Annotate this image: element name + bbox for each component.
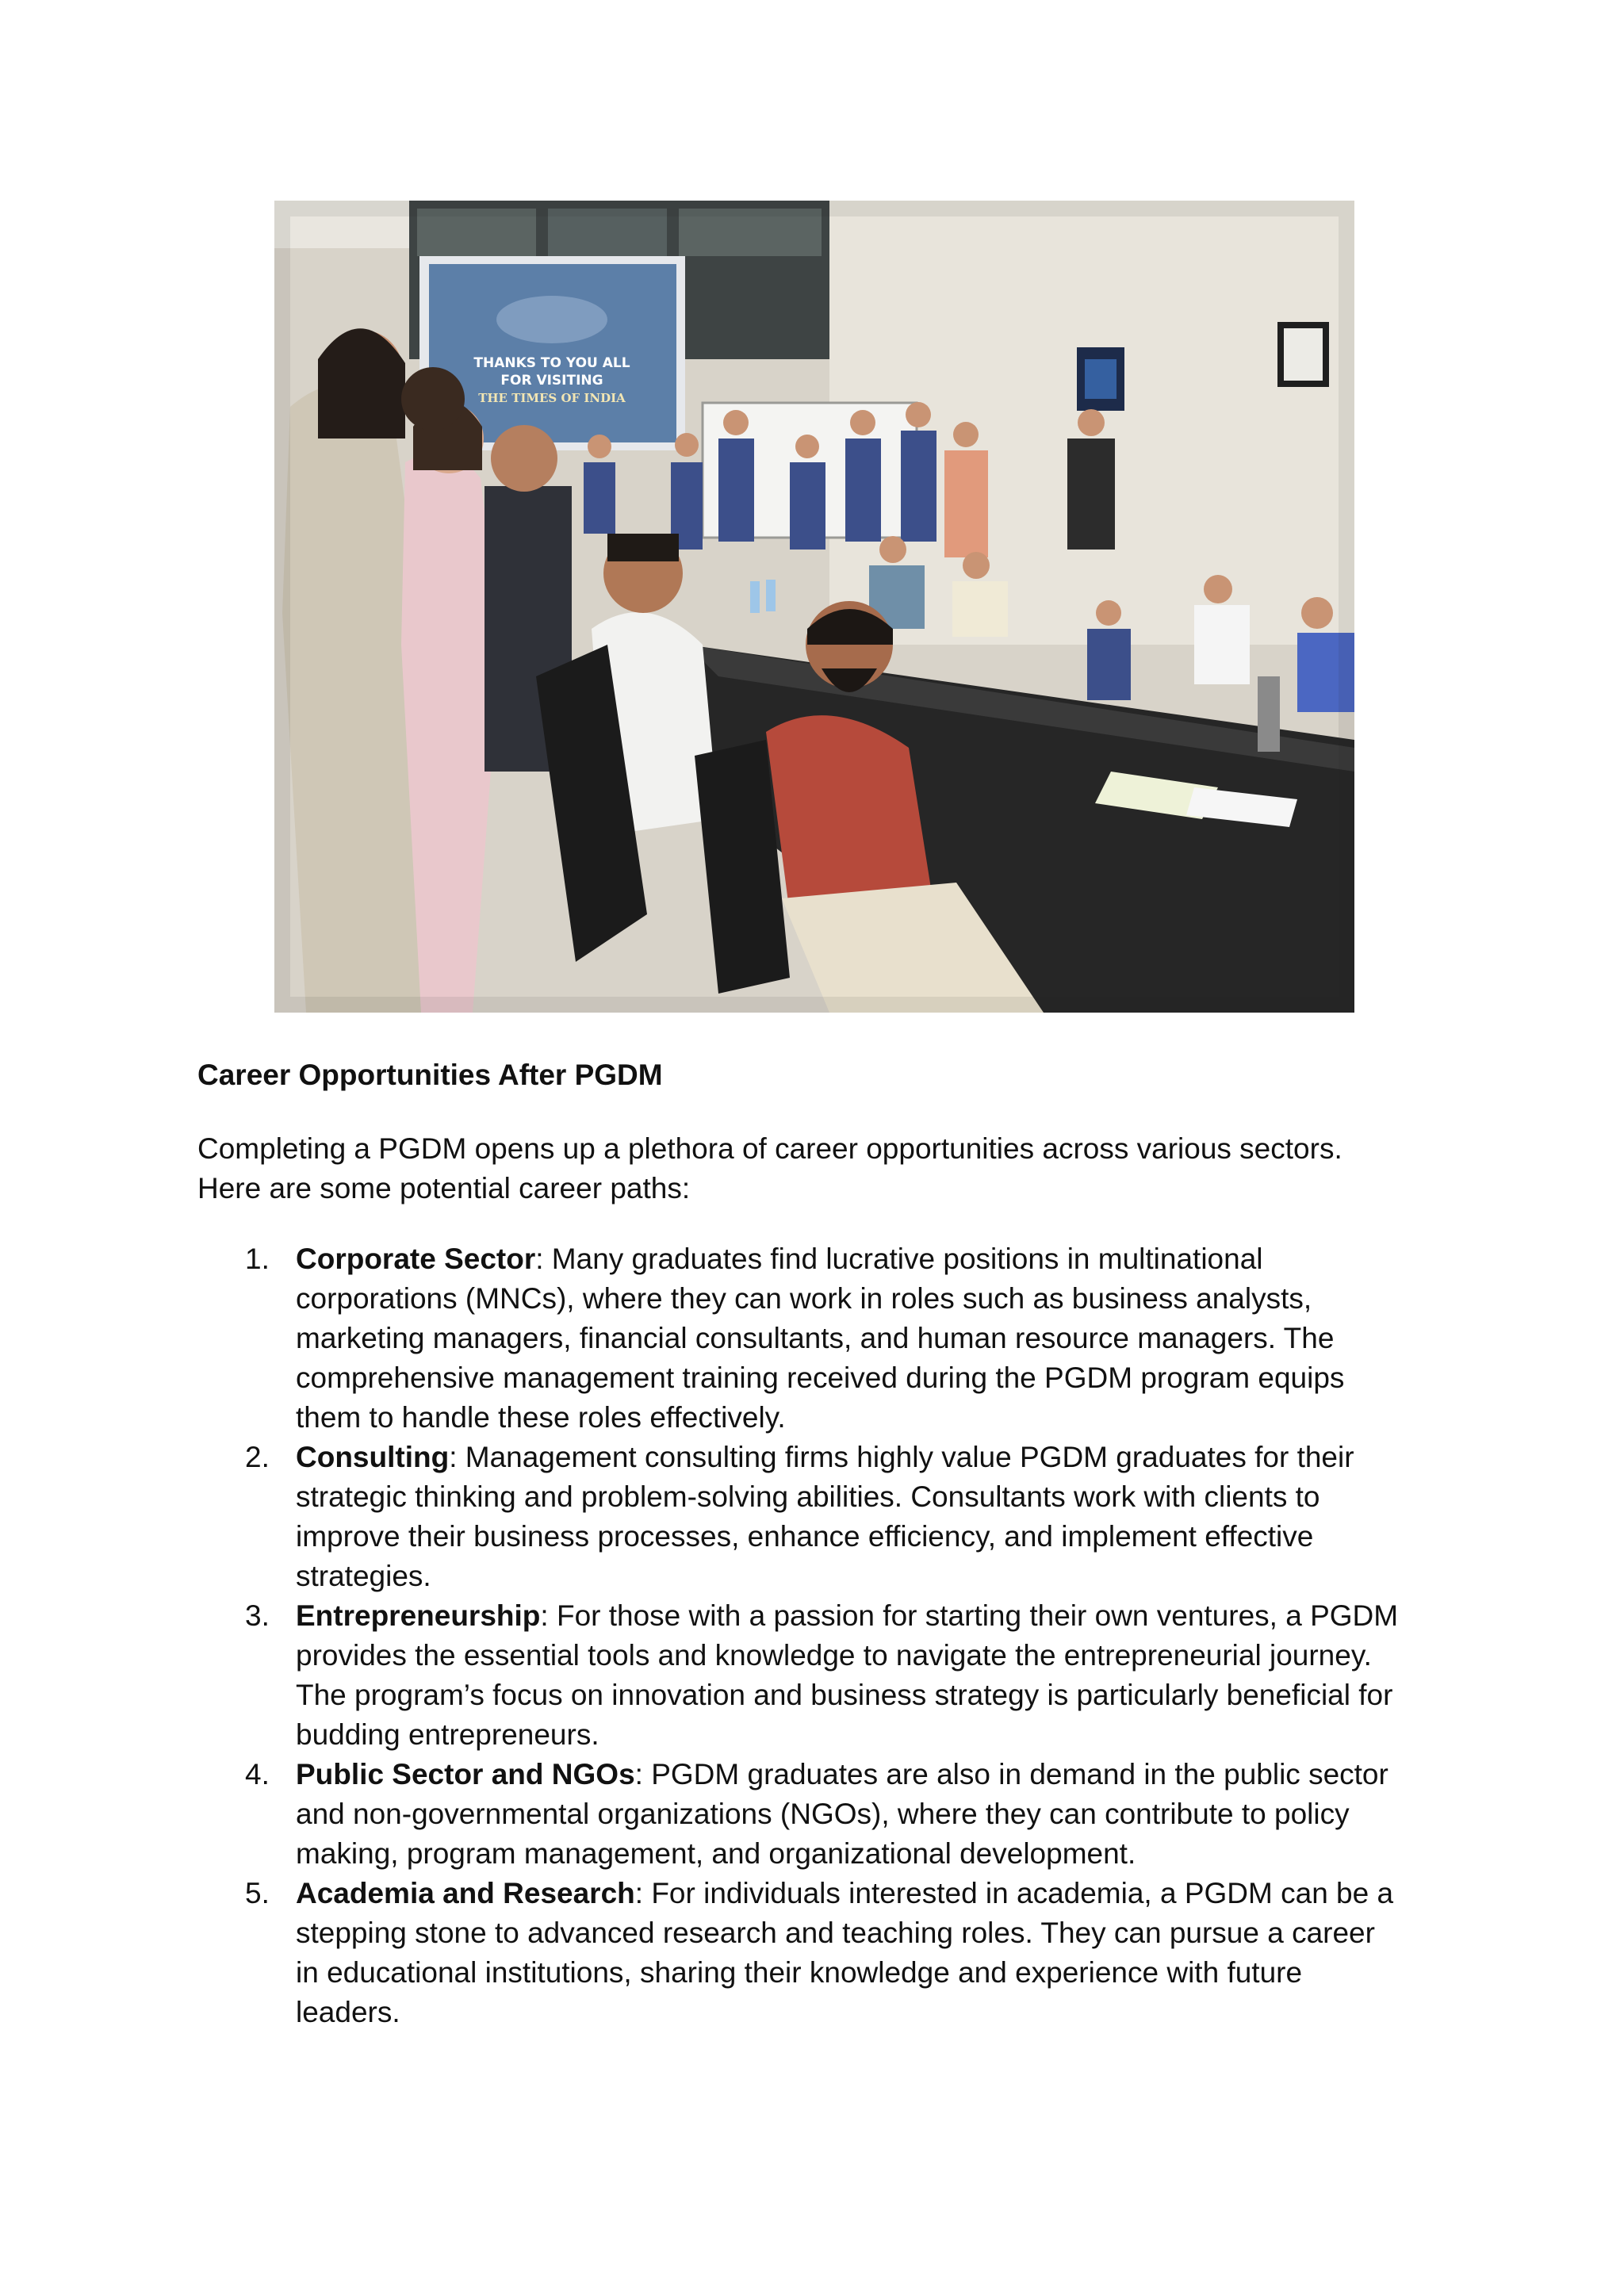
intro-line: Here are some potential career paths:	[197, 1172, 691, 1204]
section-heading: Career Opportunities After PGDM	[197, 1059, 663, 1091]
career-item-first-line	[296, 1438, 1438, 1477]
career-line: The program’s focus on innovation and business strategy is particularly beneficial for	[296, 1679, 1393, 1711]
career-item-text	[296, 1239, 1438, 1438]
screen-line-1: THANKS TO YOU ALL	[473, 355, 630, 371]
list-number: 5.	[245, 1877, 270, 1909]
career-item-academia	[0, 1874, 1624, 2032]
career-line: comprehensive management training received during the PGDM program equips	[296, 1361, 1345, 1394]
career-line: corporations (MNCs), where they can work in roles such as business analysts,	[296, 1282, 1312, 1315]
career-line: in educational institutions, sharing their knowledge and experience with future	[296, 1956, 1303, 1989]
screen-line-2: FOR VISITING	[500, 373, 603, 389]
career-item-text	[296, 1438, 1438, 1596]
career-line: budding entrepreneurs.	[296, 1718, 599, 1751]
list-number: 2.	[245, 1441, 270, 1473]
list-number: 4.	[245, 1758, 270, 1790]
career-item-entrepreneurship	[0, 1596, 1624, 1755]
career-line: and non-governmental organizations (NGOs), where they can contribute to policy	[296, 1798, 1350, 1830]
career-line: leaders.	[296, 1996, 400, 2028]
list-number: 1.	[245, 1243, 270, 1275]
career-item-text	[296, 1755, 1438, 1874]
career-item-corporate-sector	[0, 1239, 1624, 1438]
intro-line: Completing a PGDM opens up a plethora of career opportunities across various sectors.	[197, 1132, 1342, 1165]
career-item-first-line	[296, 1239, 1438, 1279]
career-line: stepping stone to advanced research and teaching roles. They can pursue a career	[296, 1917, 1375, 1949]
career-term: Entrepreneurship	[296, 1599, 541, 1632]
career-first-rest: : Management consulting firms highly value PGDM graduates for their	[449, 1441, 1354, 1473]
career-item-public-sector	[0, 1755, 1624, 1874]
career-item-consulting	[0, 1438, 1624, 1596]
group-photo-image	[274, 201, 1354, 1013]
career-list	[0, 1239, 1624, 2032]
career-item-text	[296, 1596, 1438, 1755]
career-item-first-line	[296, 1755, 1438, 1794]
career-first-rest: : Many graduates find lucrative positions in multinational	[535, 1243, 1263, 1275]
career-item-first-line	[296, 1874, 1438, 1913]
career-first-rest: : PGDM graduates are also in demand in the public sector	[634, 1758, 1388, 1790]
career-item-text	[296, 1874, 1438, 2032]
career-line: provides the essential tools and knowledge to navigate the entrepreneurial journey.	[296, 1639, 1372, 1672]
career-line: strategies.	[296, 1560, 431, 1592]
career-term: Academia and Research	[296, 1877, 635, 1909]
career-line: improve their business processes, enhance efficiency, and implement effective	[296, 1520, 1314, 1553]
screen-line-3: THE TIMES OF INDIA	[478, 391, 626, 405]
career-term: Consulting	[296, 1441, 450, 1473]
group-photo	[274, 201, 1354, 1013]
career-item-first-line	[296, 1596, 1438, 1636]
list-number: 3.	[245, 1599, 270, 1632]
career-first-rest: : For those with a passion for starting their own ventures, a PGDM	[540, 1599, 1399, 1632]
career-line: marketing managers, financial consultants, and human resource managers. The	[296, 1322, 1335, 1354]
career-term: Public Sector and NGOs	[296, 1758, 635, 1790]
career-line: them to handle these roles effectively.	[296, 1401, 786, 1434]
career-term: Corporate Sector	[296, 1243, 536, 1275]
intro-paragraph	[197, 1129, 1434, 1208]
career-first-rest: : For individuals interested in academia, a PGDM can be a	[634, 1877, 1394, 1909]
career-line: strategic thinking and problem-solving abilities. Consultants work with clients to	[296, 1480, 1320, 1513]
career-line: making, program management, and organizational development.	[296, 1837, 1136, 1870]
